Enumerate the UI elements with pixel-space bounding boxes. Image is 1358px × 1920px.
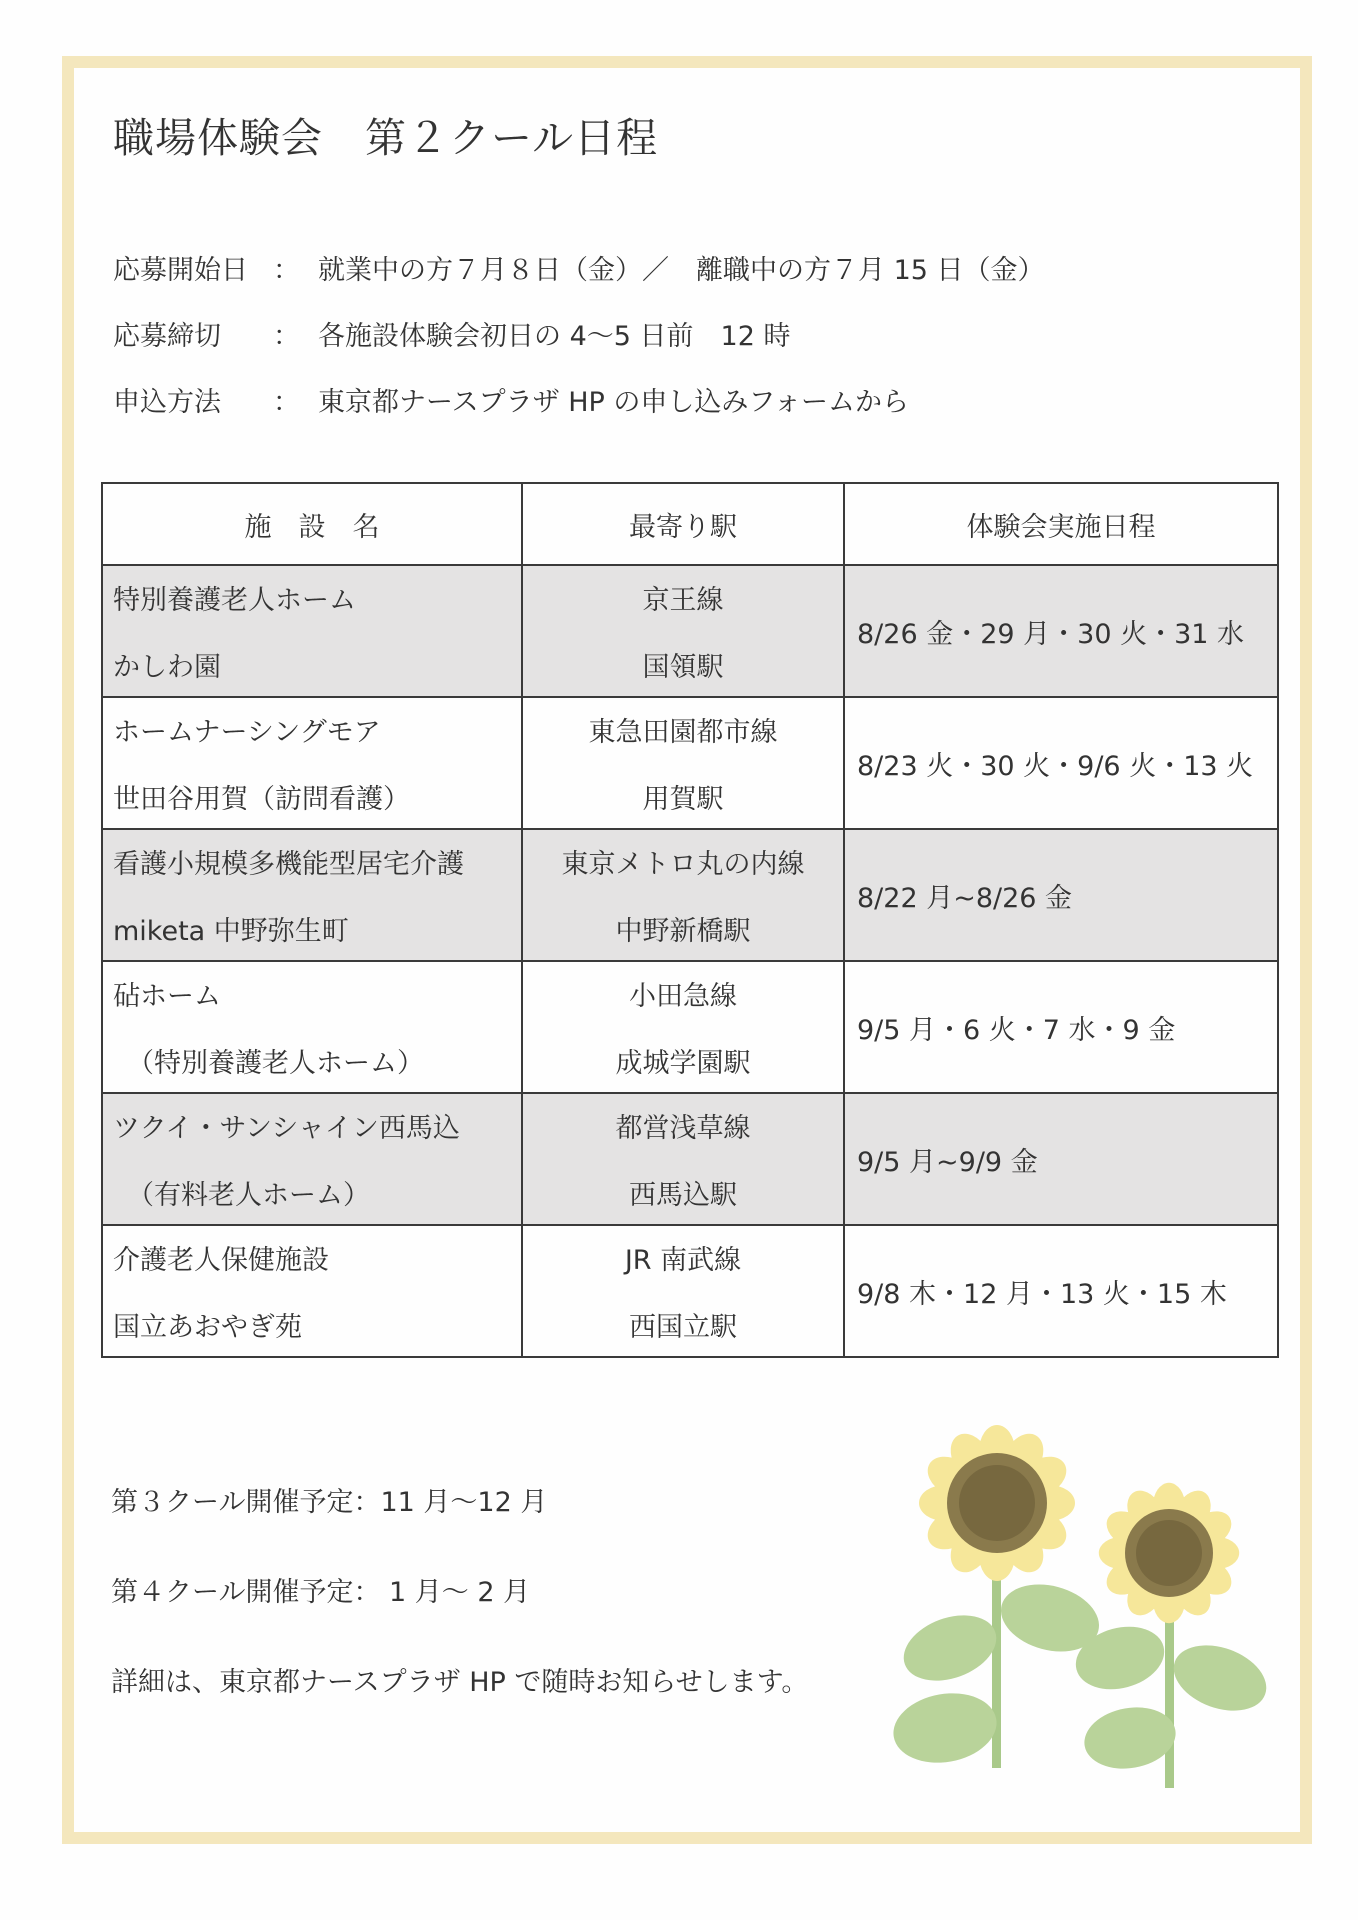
table-row: [102, 565, 1278, 697]
station-name: 中野新橋駅: [615, 916, 751, 947]
info-value: 各施設体験会初日の 4～5 日前 12 時: [318, 321, 791, 352]
sunflower-illustration: [860, 1398, 1280, 1798]
station-line: 都営浅草線: [615, 1113, 751, 1144]
facility-subname: 世田谷用賀（訪問看護）: [113, 784, 410, 815]
page-title: 職場体験会 第２クール日程: [113, 114, 659, 162]
info-row-application-start: [113, 248, 1045, 287]
info-row-application-deadline: [113, 314, 790, 353]
facility-name: 看護小規模多機能型居宅介護: [113, 849, 464, 880]
station-name: 成城学園駅: [615, 1048, 751, 1079]
info-colon: ：: [273, 387, 300, 418]
station-line: JR 南武線: [624, 1245, 742, 1276]
facility-subname: 国立あおやぎ苑: [113, 1312, 302, 1343]
header-dates: 体験会実施日程: [844, 483, 1278, 565]
header-facility: 施 設 名: [102, 483, 522, 565]
info-label: 申込方法: [113, 387, 221, 418]
table-header-row: [102, 483, 1278, 565]
info-value: 東京都ナースプラザ HP の申し込みフォームから: [318, 387, 910, 418]
table-row: [102, 829, 1278, 961]
header-station: 最寄り駅: [522, 483, 844, 565]
footer-third-cool: 第３クール開催予定：11 月～12 月: [111, 1487, 548, 1518]
schedule-dates: 8/23 火・30 火・9/6 火・13 火: [844, 697, 1278, 829]
footer-fourth-cool: 第４クール開催予定： 1 月～ 2 月: [111, 1577, 531, 1608]
facility-subname: （特別養護老人ホーム）: [127, 1048, 424, 1079]
station-line: 京王線: [642, 585, 724, 616]
table-row: [102, 697, 1278, 829]
station-name: 西馬込駅: [629, 1180, 737, 1211]
schedule-dates: 9/5 月・6 火・7 水・9 金: [844, 961, 1278, 1093]
info-label: 応募締切: [113, 321, 221, 352]
table-row: [102, 1093, 1278, 1225]
info-label: 応募開始日: [113, 255, 248, 286]
facility-name: 特別養護老人ホーム: [113, 585, 356, 616]
station-line: 東京メトロ丸の内線: [561, 849, 805, 880]
table-row: [102, 961, 1278, 1093]
station-name: 西国立駅: [629, 1312, 737, 1343]
facility-name: ホームナーシングモア: [113, 717, 381, 748]
table-row: [102, 1225, 1278, 1357]
info-colon: ：: [273, 321, 300, 352]
schedule-dates: 8/22 月~8/26 金: [844, 829, 1278, 961]
info-row-application-method: [113, 380, 909, 419]
facility-name: 砧ホーム: [113, 981, 221, 1012]
schedule-dates: 8/26 金・29 月・30 火・31 水: [844, 565, 1278, 697]
station-line: 東急田園都市線: [588, 717, 778, 748]
facility-subname: miketa 中野弥生町: [113, 916, 349, 947]
schedule-table: [101, 482, 1279, 1358]
facility-subname: （有料老人ホーム）: [127, 1180, 370, 1211]
station-name: 国領駅: [642, 652, 724, 683]
station-line: 小田急線: [629, 981, 737, 1012]
station-name: 用賀駅: [642, 784, 724, 815]
schedule-dates: 9/5 月~9/9 金: [844, 1093, 1278, 1225]
facility-name: ツクイ・サンシャイン西馬込: [113, 1113, 460, 1144]
facility-subname: かしわ園: [113, 652, 221, 683]
facility-name: 介護老人保健施設: [113, 1245, 329, 1276]
info-value: 就業中の方７月８日（金）／ 離職中の方７月 15 日（金）: [318, 255, 1045, 286]
info-colon: ：: [273, 255, 300, 286]
schedule-dates: 9/8 木・12 月・13 火・15 木: [844, 1225, 1278, 1357]
footer-details-note: 詳細は、東京都ナースプラザ HP で随時お知らせします。: [111, 1667, 809, 1698]
